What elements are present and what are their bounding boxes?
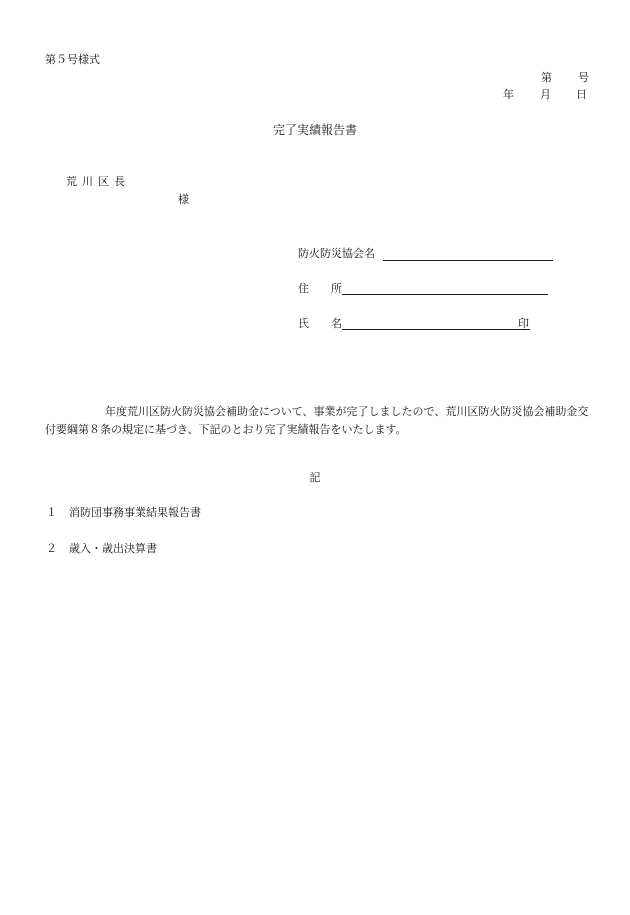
association-name-label: 防火防災協会名 xyxy=(298,247,375,260)
date-day-label: 日 xyxy=(576,88,587,101)
list-item-number: ２ xyxy=(46,542,57,555)
document-title: 完了実績報告書 xyxy=(272,123,357,137)
address-field[interactable] xyxy=(342,294,548,295)
date-year-label: 年 xyxy=(503,88,514,101)
association-name-field[interactable] xyxy=(383,260,553,261)
document-number-unit: 号 xyxy=(578,71,589,84)
name-label: 氏 名 xyxy=(298,317,342,330)
date-month-label: 月 xyxy=(540,88,551,101)
report-body-text: 年度荒川区防火防災協会補助金について、事業が完了しましたので、荒川区防火防災協会補助金交付要綱第８条の規定に基づき、下記のとおり完了実績報告をいたします。 xyxy=(45,405,589,436)
list-item-text: 消防団事務事業結果報告書 xyxy=(69,506,201,519)
addressee-honorific: 様 xyxy=(178,193,189,206)
seal-mark: 印 xyxy=(518,317,529,330)
address-label: 住 所 xyxy=(298,282,342,295)
addressee-name: 荒川区長 xyxy=(66,175,130,188)
form-number: 第５号様式 xyxy=(45,53,100,66)
document-number-label: 第 xyxy=(541,71,552,84)
list-item-text: 歳入・歳出決算書 xyxy=(69,542,157,555)
list-item-number: １ xyxy=(46,506,57,519)
name-field[interactable] xyxy=(342,329,530,330)
ki-heading: 記 xyxy=(309,471,321,484)
